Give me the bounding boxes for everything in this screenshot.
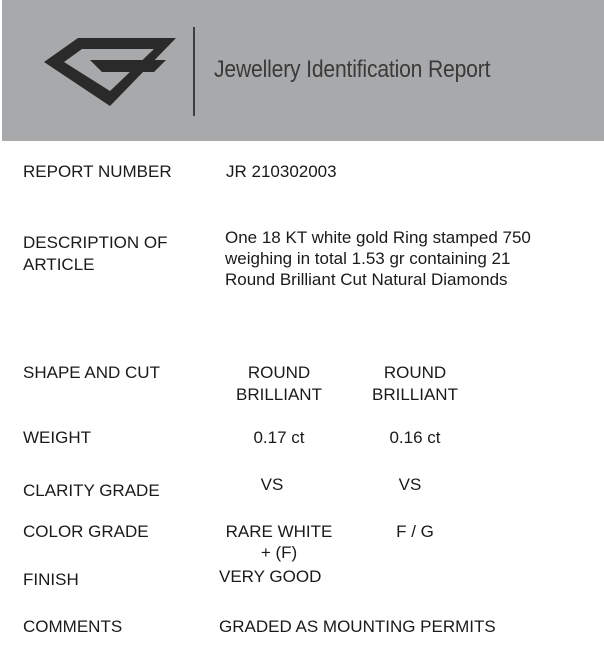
- color-1-line2: + (F): [260, 543, 298, 562]
- finish-label: FINISH: [23, 570, 79, 589]
- description-line3: Round Brilliant Cut Natural Diamonds: [225, 270, 508, 289]
- weight-2: 0.16 ct: [389, 428, 441, 447]
- weight-1: 0.17 ct: [253, 428, 305, 447]
- description-label-line1: DESCRIPTION OF: [23, 233, 168, 252]
- description-line2: weighing in total 1.53 gr containing 21: [225, 249, 511, 268]
- shape-1-line2: BRILLIANT: [236, 385, 322, 404]
- header-divider: [193, 27, 195, 116]
- report-header: [2, 0, 604, 141]
- shape-label: SHAPE AND CUT: [23, 363, 160, 382]
- color-2: F / G: [396, 522, 434, 541]
- finish-value: VERY GOOD: [219, 567, 322, 586]
- comments-label: COMMENTS: [23, 617, 123, 636]
- comments-value: GRADED AS MOUNTING PERMITS: [219, 617, 496, 636]
- gem-logo-icon: [42, 36, 178, 108]
- weight-label: WEIGHT: [23, 428, 91, 447]
- report-title: Jewellery Identification Report: [214, 56, 491, 83]
- report-number-label: REPORT NUMBER: [23, 162, 172, 181]
- description-label-line2: ARTICLE: [23, 255, 95, 274]
- shape-2-line1: ROUND: [383, 363, 447, 382]
- shape-2-line2: BRILLIANT: [372, 385, 458, 404]
- color-label: COLOR GRADE: [23, 522, 149, 541]
- clarity-label: CLARITY GRADE: [23, 481, 160, 500]
- description-line1: One 18 KT white gold Ring stamped 750: [225, 228, 531, 247]
- clarity-2: VS: [398, 475, 422, 494]
- color-1-line1: RARE WHITE: [225, 522, 333, 541]
- shape-1-line1: ROUND: [247, 363, 311, 382]
- clarity-1: VS: [260, 475, 284, 494]
- report-number-value: JR 210302003: [226, 162, 337, 181]
